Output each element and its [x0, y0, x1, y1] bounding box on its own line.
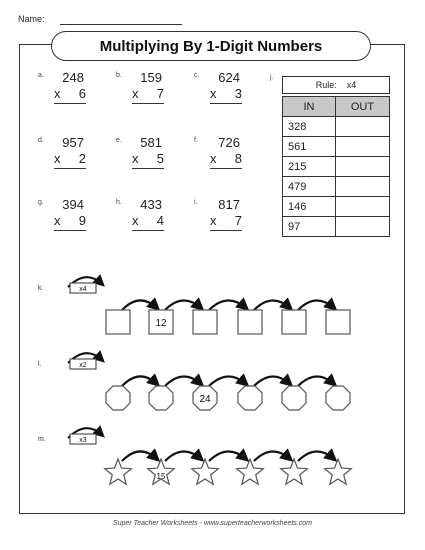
multiplicand: 159	[140, 70, 162, 85]
chain-arrow	[209, 376, 246, 386]
chain-star[interactable]	[192, 459, 219, 484]
chain-octagon[interactable]	[326, 386, 350, 410]
multiplier: 6	[78, 86, 86, 101]
problem-letter: b.	[116, 72, 122, 79]
times-sign: x	[54, 213, 61, 228]
problem-letter: i.	[194, 199, 198, 206]
chain-arrow	[122, 376, 157, 386]
multiplier: 7	[156, 86, 164, 101]
chain-octagon[interactable]	[238, 386, 262, 410]
multiplicand: 957	[62, 135, 84, 150]
in-header: IN	[283, 97, 336, 117]
chain-given-value: 24	[199, 394, 211, 405]
chain-octagon[interactable]	[282, 386, 306, 410]
name-label: Name:	[18, 14, 45, 24]
multiplicand: 248	[62, 70, 84, 85]
in-cell: 146	[283, 197, 336, 217]
in-cell: 97	[283, 217, 336, 237]
chain-rule-label: x2	[79, 362, 87, 369]
chain-letter: l.	[38, 361, 42, 368]
chain-star[interactable]	[237, 459, 264, 484]
chain-square[interactable]	[193, 310, 217, 334]
problem-letter: g.	[38, 199, 44, 206]
chain-arrow	[254, 376, 290, 386]
multiplier: 4	[156, 213, 164, 228]
times-sign: x	[132, 213, 139, 228]
chain-octagon[interactable]	[149, 386, 173, 410]
problem-letter: e.	[116, 137, 122, 144]
rule-label: Rule:	[315, 80, 337, 90]
chain-arrow	[165, 300, 201, 310]
chain-arrow	[298, 451, 334, 461]
times-sign: x	[54, 86, 61, 101]
chain-star[interactable]	[105, 459, 132, 484]
multiplicand: 433	[140, 197, 162, 212]
rule-value: x4	[346, 80, 357, 90]
times-sign: x	[210, 86, 217, 101]
multiplier: 2	[78, 151, 86, 166]
times-sign: x	[210, 151, 217, 166]
times-sign: x	[54, 151, 61, 166]
multiplier: 7	[234, 213, 242, 228]
problem-letter: d.	[38, 137, 44, 144]
chain-arrow	[254, 451, 290, 461]
chain-arrow	[122, 451, 157, 461]
chain-letter: m.	[38, 436, 46, 443]
multiplier: 5	[156, 151, 164, 166]
multiplicand: 624	[218, 70, 240, 85]
multiplier: 8	[234, 151, 242, 166]
in-cell: 561	[283, 137, 336, 157]
times-sign: x	[210, 213, 217, 228]
chain-arrow	[122, 300, 157, 310]
problem-letter: a.	[38, 72, 44, 79]
multiplicand: 726	[218, 135, 240, 150]
chain-rule-label: x4	[79, 286, 87, 293]
chain-square[interactable]	[282, 310, 306, 334]
multiplicand: 394	[62, 197, 84, 212]
chain-given-value: 12	[155, 318, 167, 329]
chain-arrow	[209, 451, 246, 461]
chain-letter: k.	[38, 285, 44, 292]
chain-arrow	[298, 300, 334, 310]
chain-rule-label: x3	[79, 437, 87, 444]
chain-arrow	[254, 300, 290, 310]
problem-letter: c.	[194, 72, 200, 79]
chain-star[interactable]	[281, 459, 308, 484]
chain-square[interactable]	[238, 310, 262, 334]
chain-arrow	[298, 376, 334, 386]
multiplicand: 581	[140, 135, 162, 150]
problem-letter: j.	[270, 74, 274, 81]
times-sign: x	[132, 151, 139, 166]
worksheet-title: Multiplying By 1-Digit Numbers	[51, 31, 371, 61]
chain-arrow	[209, 300, 246, 310]
times-sign: x	[132, 86, 139, 101]
chain-square[interactable]	[106, 310, 130, 334]
multiplier: 9	[78, 213, 86, 228]
multiplier: 3	[234, 86, 242, 101]
chain-arrow	[165, 376, 201, 386]
multiplicand: 817	[218, 197, 240, 212]
problem-letter: f.	[194, 137, 198, 144]
chain-square[interactable]	[326, 310, 350, 334]
chain-given-value: 15	[156, 472, 166, 481]
in-cell: 328	[283, 117, 336, 137]
in-cell: 479	[283, 177, 336, 197]
chain-octagon[interactable]	[106, 386, 130, 410]
out-header: OUT	[336, 97, 390, 117]
footer-credit: Super Teacher Worksheets - www.superteacherworksheets.com	[113, 520, 312, 527]
chain-arrow	[165, 451, 201, 461]
problem-letter: h.	[116, 199, 122, 206]
in-cell: 215	[283, 157, 336, 177]
chain-star[interactable]	[325, 459, 352, 484]
